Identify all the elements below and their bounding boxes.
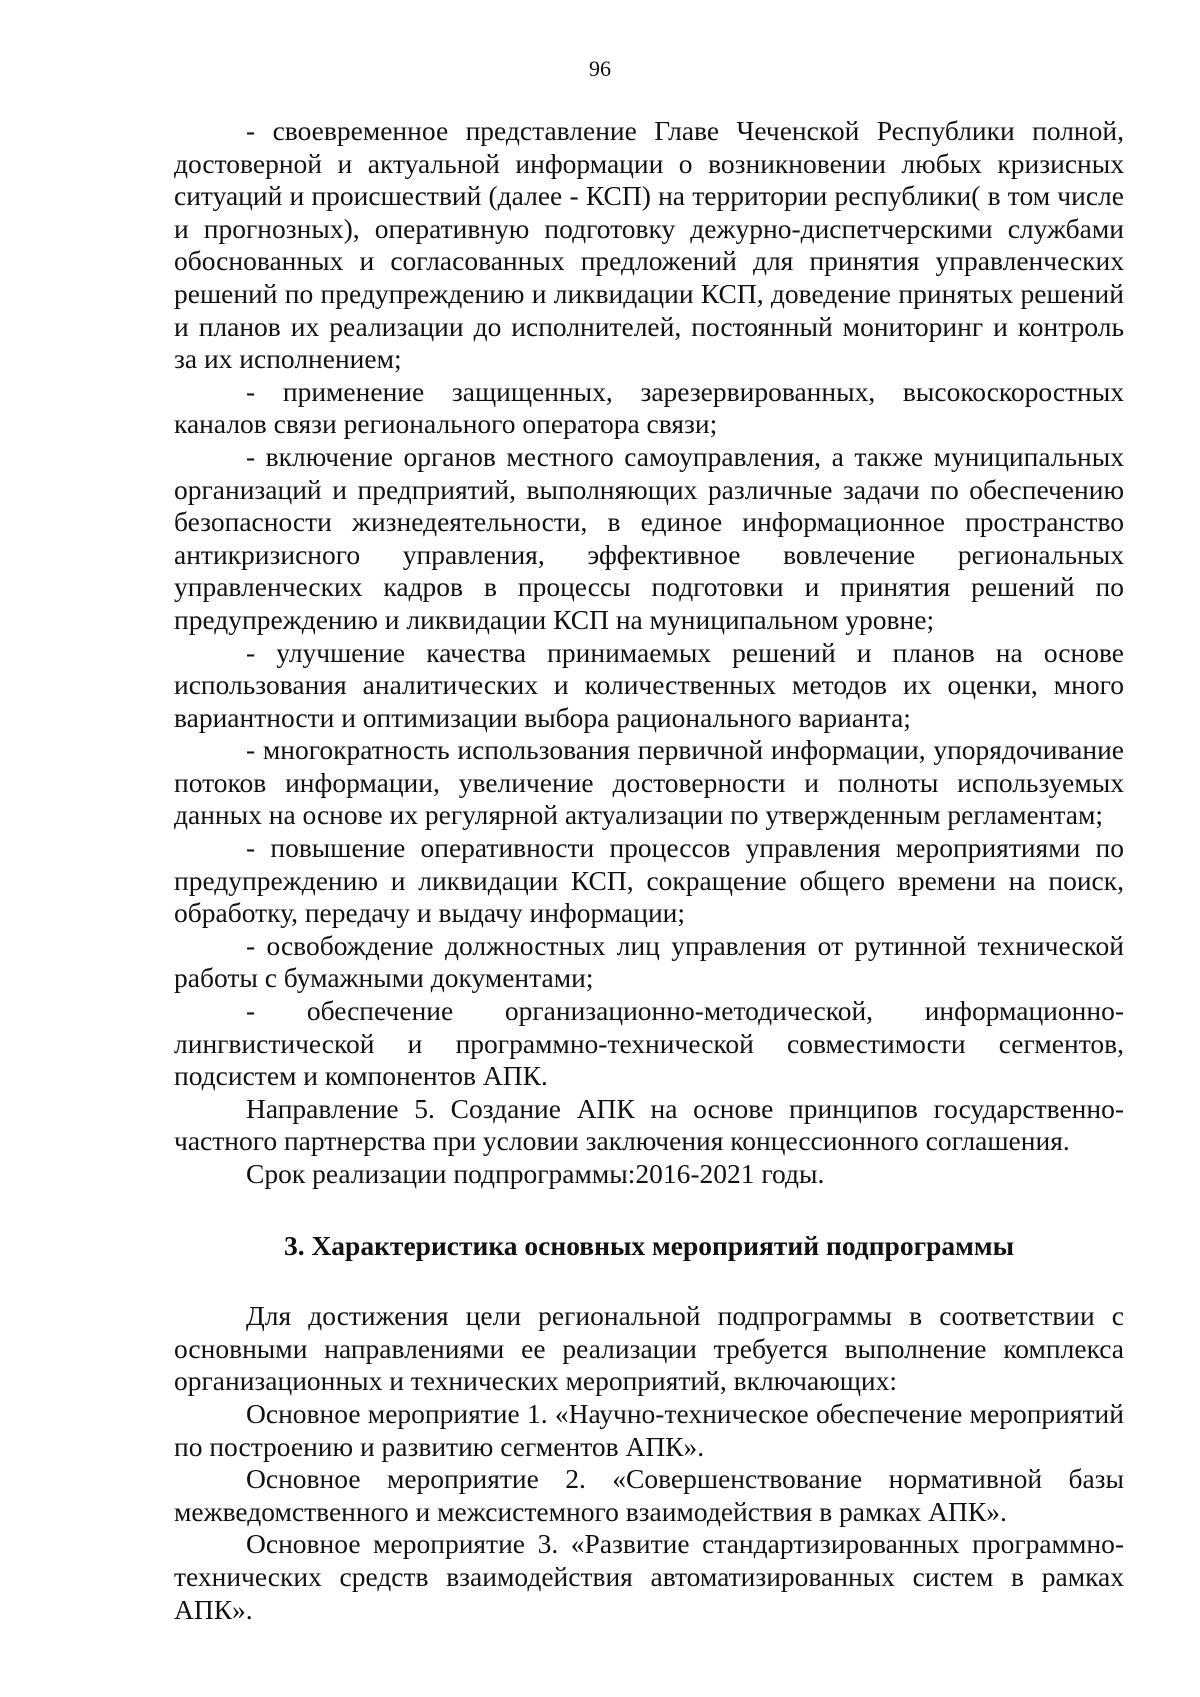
list-item-information-reuse: - многократность использования первичной информации, упорядочивание потоков информации, увеличение достоверности и полноты используемых данных на основе их регулярной актуализации по утвержденным регламентам; [174, 734, 1124, 831]
list-item-decision-quality: - улучшение качества принимаемых решений и планов на основе использования аналитических и количественных методов их оценки, много вариантности и оптимизации выбора рационального варианта; [174, 636, 1124, 733]
list-item-local-government-inclusion: - включение органов местного самоуправления, а также муниципальных организаций и предприятий, выполняющих различные задачи по обеспечению безопасности жизнедеятельности, в единое информационное пространство антикризисного управления, эффективное вовлечение региональных управленческих кадров в процессы подготовки и принятия решений по предупреждению и ликвидации КСП на муниципальном уровне; [174, 440, 1124, 635]
main-activity-1: Основное мероприятие 1. «Научно-техническое обеспечение мероприятий по построению и развитию сегментов АПК». [174, 1397, 1124, 1462]
list-item-compatibility: - обеспечение организационно-методической, информационно-лингвистической и программно-технической совместимости сегментов, подсистем и компонентов АПК. [174, 995, 1124, 1092]
implementation-period: Срок реализации подпрограммы:2016-2021 годы. [246, 1158, 825, 1189]
list-item-paperwork-relief: - освобождение должностных лиц управления от рутинной технической работы с бумажными документами; [174, 929, 1124, 994]
page-number: 96 [589, 56, 611, 81]
main-activity-3: Основное мероприятие 3. «Развитие стандартизированных программно-технических средств взаимодействия автоматизированных систем в рамках АПК». [174, 1528, 1124, 1625]
document-body [174, 115, 1124, 1626]
section-heading: 3. Характеристика основных мероприятий подпрограммы [283, 1229, 1015, 1261]
main-activity-2: Основное мероприятие 2. «Совершенствование нормативной базы межведомственного и межсистемного взаимодействия в рамках АПК». [174, 1463, 1124, 1527]
list-item-efficiency: - повышение оперативности процессов управления мероприятиями по предупреждению и ликвидации КСП, сокращение общего времени на поиск, обработку, передачу и выдачу информации; [174, 832, 1124, 929]
direction-5-paragraph: Направление 5. Создание АПК на основе принципов государственно-частного партнерства при условии заключения концессионного соглашения. [174, 1092, 1124, 1157]
list-item-secure-channels: - применение защищенных, зарезервированных, высокоскоростных каналов связи регионального оператора связи; [174, 375, 1124, 440]
list-item-timely-reporting: - своевременное представление Главе Чеченской Республики полной, достоверной и актуальной информации о возникновении любых кризисных ситуаций и происшествий (далее - КСП) на территории республики( в том числе и прогнозных), оперативную подготовку дежурно-диспетчерскими службами обоснованных и согласованных предложений для принятия управленческих решений по предупреждению и ликвидации КСП, доведение принятых решений и планов их реализации до исполнителей, постоянный мониторинг и контроль за их исполнением; [174, 115, 1124, 375]
intro-paragraph: Для достижения цели региональной подпрограммы в соответствии с основными направлениями ее реализации требуется выполнение комплекса организационных и технических мероприятий, включающих: [174, 1300, 1124, 1397]
